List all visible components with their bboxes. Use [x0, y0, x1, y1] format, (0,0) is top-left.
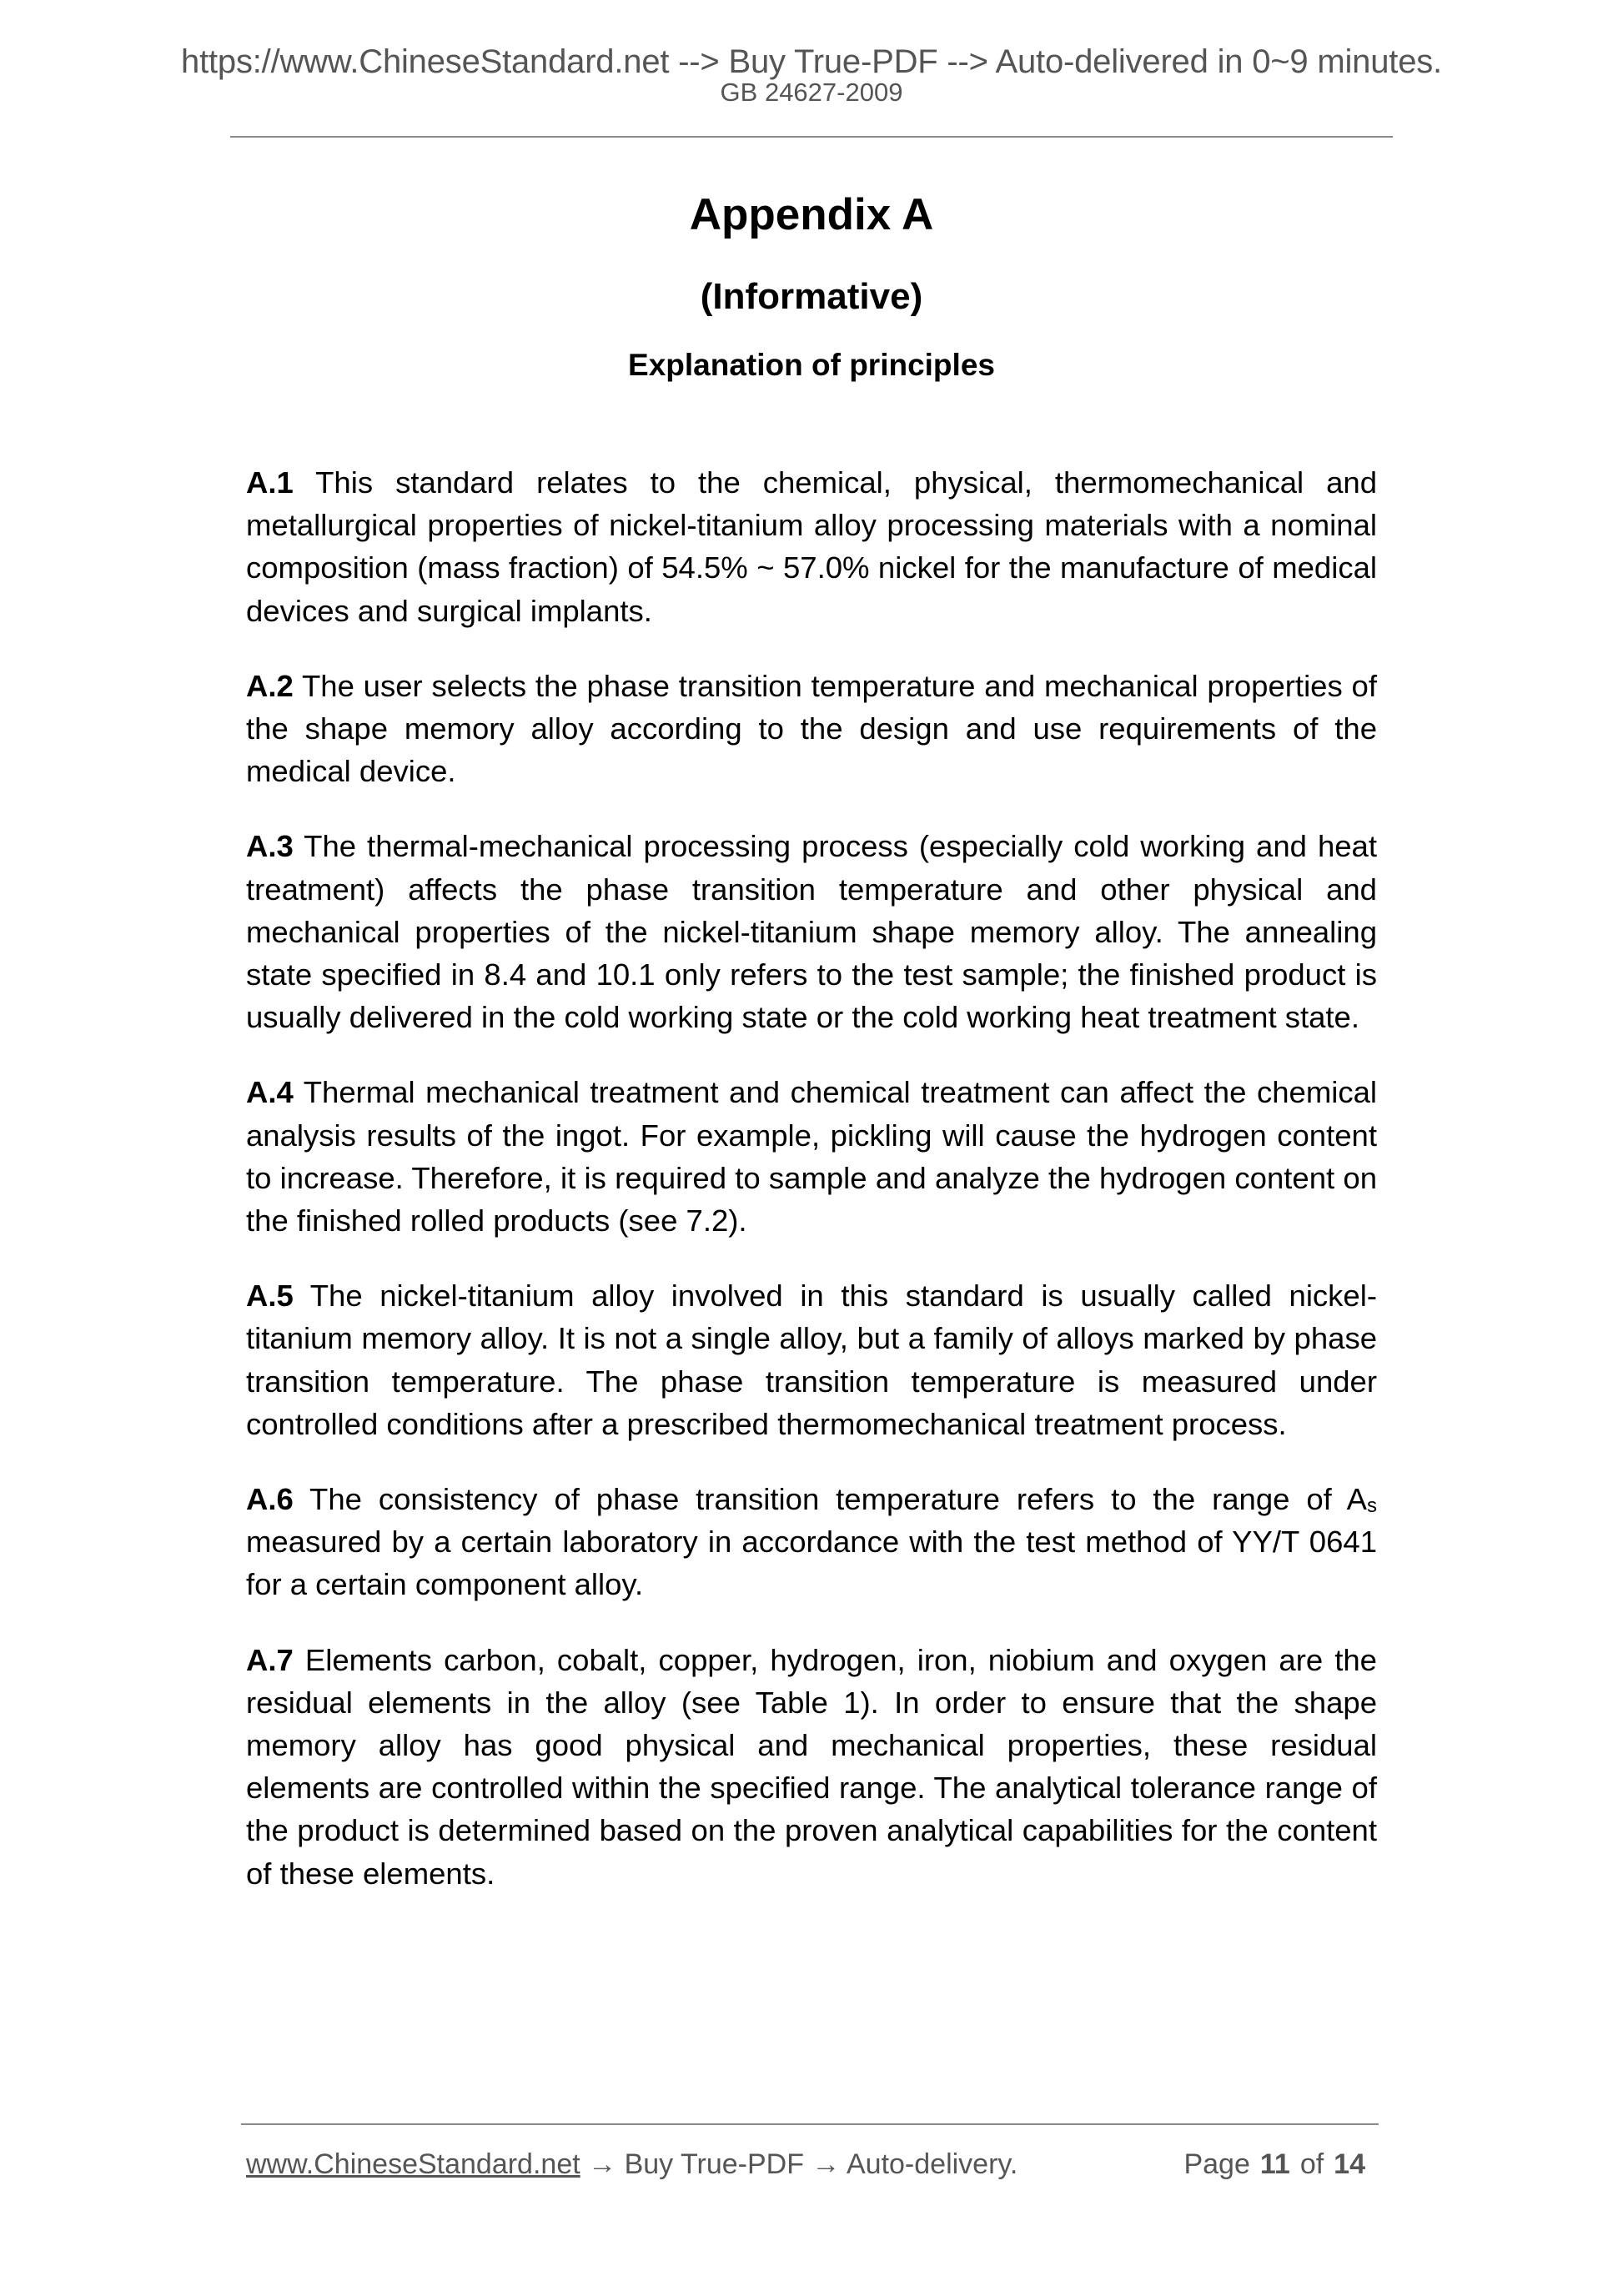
clause-number: A.7 [246, 1642, 294, 1677]
subscript-s: s [1367, 1495, 1377, 1518]
auto-delivery-text: Auto-delivery. [840, 2148, 1018, 2180]
page-of-label: of [1299, 2148, 1324, 2180]
clause-number: A.4 [246, 1075, 294, 1110]
clause-text: The user selects the phase transition temperature and mechanical properties of the shape memory alloy according to the design and use requirements of the medical device. [246, 668, 1377, 789]
clause-number: A.6 [246, 1482, 294, 1517]
page-current: 11 [1259, 2148, 1290, 2180]
clause-a3 [246, 825, 1377, 1038]
page-label: Page [1183, 2148, 1250, 2180]
appendix-subtitle: (Informative) [700, 276, 923, 317]
buy-true-pdf-text: Buy True-PDF [616, 2148, 812, 2180]
appendix-title: Appendix A [689, 190, 934, 239]
page-footer [246, 2147, 1365, 2182]
clause-a4 [246, 1071, 1377, 1242]
document-id: GB 24627-2009 [720, 78, 903, 107]
clause-number: A.5 [246, 1279, 294, 1314]
page-total: 14 [1334, 2148, 1365, 2180]
clause-text: Thermal mechanical treatment and chemical treatment can affect the chemical analysis results of the ingot. For example, pickling will cause the hydrogen content to increase. Therefore, it is required to sample and analyze the hydrogen content on the finished rolled products (see 7.2). [246, 1075, 1377, 1238]
clause-text: This standard relates to the chemical, physical, thermomechanical and metallurgical properties of nickel-titanium alloy processing materials with a nominal composition (mass fraction) of 54.5% ~ 57.0% nickel for the manufacture of medical devices and surgical implants. [246, 465, 1377, 628]
clause-text: The thermal-mechanical processing process (especially cold working and heat treatment) affects the phase transition temperature and other physical and mechanical properties of the nickel-titanium shape memory alloy. The annealing state specified in 8.4 and 10.1 only refers to the test sample; the finished product is usually delivered in the cold working state or the cold working heat treatment state. [246, 829, 1377, 1035]
header-promo-text: https://www.ChineseStandard.net --> Buy True-PDF --> Auto-delivered in 0~9 minutes. [181, 43, 1442, 80]
footer-text [580, 2148, 588, 2180]
clause-number: A.2 [246, 668, 294, 703]
footer-divider [241, 2123, 1379, 2125]
clause-a6 [246, 1478, 1377, 1606]
clause-number: A.3 [246, 829, 294, 864]
footer-promo [246, 2147, 1018, 2182]
document-body [246, 461, 1377, 1927]
chinesestandard-link[interactable]: www.ChineseStandard.net [246, 2148, 580, 2180]
page-indicator [1183, 2147, 1365, 2182]
clause-text: Elements carbon, cobalt, copper, hydrogen, iron, niobium and oxygen are the residual elements in the alloy (see Table 1). In order to ensure that the shape memory alloy has good physical and mechanical properties, these residual elements are controlled within the specified range. The analytical tolerance range of the product is determined based on the proven analytical capabilities for the content of these elements. [246, 1642, 1377, 1891]
clause-text-continued: measured by a certain laboratory in accordance with the test method of YY/T 0641 for a certain component alloy. [246, 1525, 1377, 1602]
clause-number: A.1 [246, 465, 294, 500]
page-header [0, 43, 1623, 105]
arrow-right-icon: → [812, 2148, 841, 2180]
clause-a5 [246, 1274, 1377, 1445]
clause-text: The consistency of phase transition temperature refers to the range of A [293, 1482, 1367, 1517]
appendix-caption: Explanation of principles [628, 348, 995, 382]
arrow-right-icon: → [588, 2148, 617, 2180]
clause-a1 [246, 461, 1377, 632]
clause-text: The nickel-titanium alloy involved in this standard is usually called nickel-titanium memory alloy. It is not a single alloy, but a family of alloys marked by phase transition temperature. The phase transition temperature is measured under controlled conditions after a prescribed thermomechanical treatment process. [246, 1279, 1377, 1441]
clause-a2 [246, 665, 1377, 793]
header-divider [230, 136, 1393, 138]
clause-a7 [246, 1639, 1377, 1895]
